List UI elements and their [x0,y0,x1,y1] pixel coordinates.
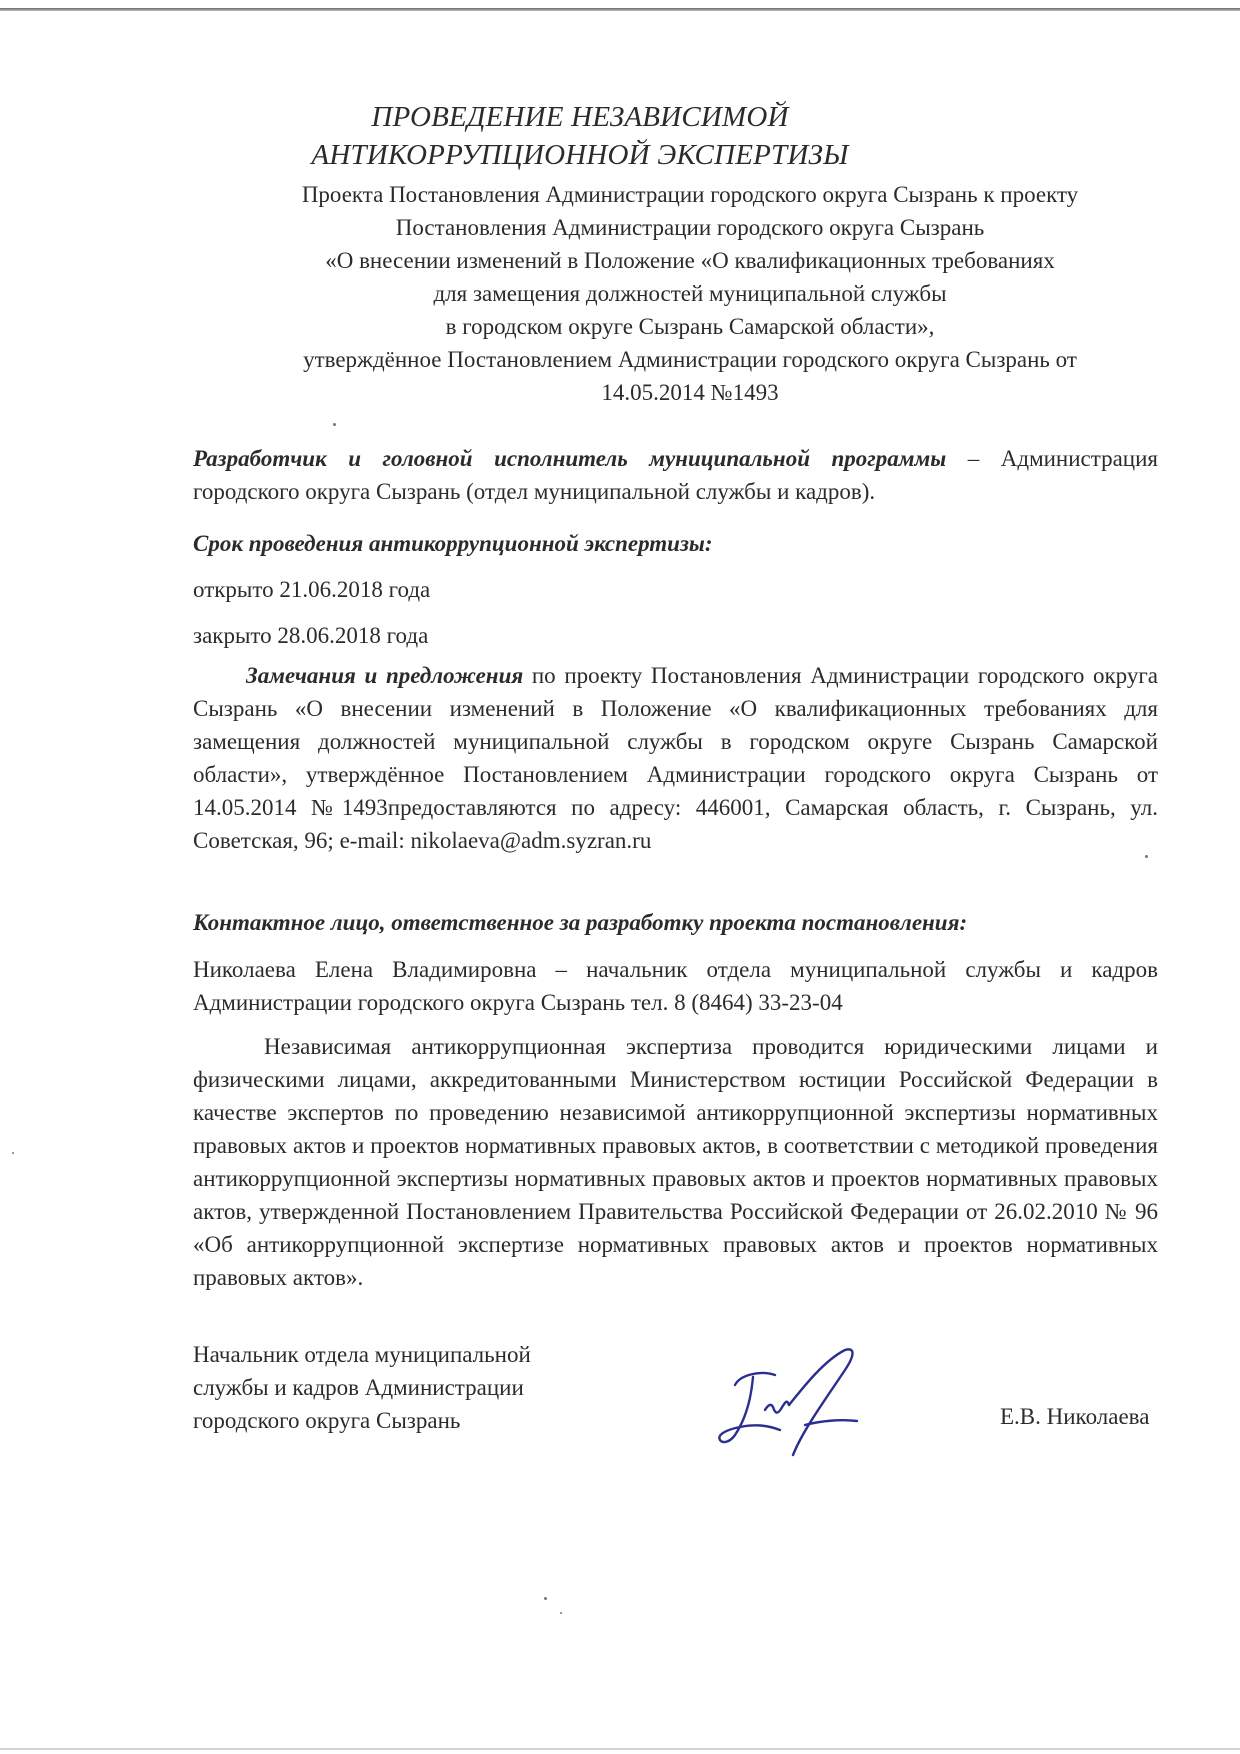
subtitle-line: в городском округе Сызрань Самарской области», [445,314,935,339]
contact-label: Контактное лицо, ответственное за разработку проекта постановления: [193,910,968,935]
position-line: службы и кадров Администрации [193,1375,524,1400]
remarks-paragraph [193,659,1158,857]
developer-paragraph [193,442,1158,508]
developer-text: – Администрация городского округа Сызрань (отдел муниципальной службы и кадров). [193,446,1158,504]
remarks-label: Замечания и предложения [246,663,524,688]
scan-top-edge [0,8,1240,11]
subtitle-line: утверждённое Постановлением Администрации городского округа Сызрань от [303,347,1077,372]
scan-speck [544,1597,547,1600]
handwritten-signature [705,1345,875,1460]
title-line-1: ПРОВЕДЕНИЕ НЕЗАВИСИМОЙ [371,101,789,133]
period-closed: закрыто 28.06.2018 года [193,623,429,648]
subtitle-line: 14.05.2014 №1493 [601,380,779,405]
scan-speck [12,1152,14,1154]
period-label: Срок проведения антикоррупционной экспертизы: [193,531,713,556]
period-section [193,527,1158,652]
title-line-2: АНТИКОРРУПЦИОННОЙ ЭКСПЕРТИЗЫ [311,139,849,171]
expertise-note-paragraph [193,1030,1158,1294]
subtitle-line: Постановления Администрации городского округа Сызрань [395,215,985,240]
signer-position [193,1338,531,1437]
scan-speck [1145,855,1148,858]
subtitle-line: Проекта Постановления Администрации городского округа Сызрань к проекту [301,182,1079,207]
scan-bottom-edge [0,1748,1240,1750]
remarks-text: по проекту Постановления Администрации городского округа Сызрань «О внесении изменений в Положение «О квалификационных требованиях для замещения должностей муниципальной службы в городском округе Сызрань Самарской области», утверждённое Постановлением Администрации городского округа Сызрань от 14.05.2014 №1493предоставляются по адресу: 446001, Самарская область, г. Сызрань, ул. Советская, 96; e-mail: nikolaeva@adm.syzran.ru [193,663,1158,853]
subtitle-line: для замещения должностей муниципальной службы [433,281,947,306]
project-subtitle [240,178,1140,409]
position-line: Начальник отдела муниципальной [193,1342,531,1367]
developer-label: Разработчик и головной исполнитель муниципальной программы [193,446,947,471]
contact-text: Николаева Елена Владимировна – начальник отдела муниципальной службы и кадров Администрации городского округа Сызрань тел. 8 (8464) 33-23-04 [193,957,1158,1015]
expertise-note-text: Независимая антикоррупционная экспертиза проводится юридическими лицами и физическими лицами, аккредитованными Министерством юстиции Российской Федерации в качестве экспертов по проведению независимой антикоррупционной экспертизы нормативных правовых актов и проектов нормативных правовых актов, в соответствии с методикой проведения антикоррупционной экспертизы нормативных правовых актов и проектов нормативных правовых актов, утвержденной Постановлением Правительства Российской Федерации от 26.02.2010 № 96 «Об антикоррупционной экспертизе нормативных правовых актов и проектов нормативных правовых актов». [193,1034,1158,1290]
subtitle-line: «О внесении изменений в Положение «О квалификационных требованиях [325,248,1055,273]
period-opened: открыто 21.06.2018 года [193,577,431,602]
page-title [190,98,970,174]
scan-speck [560,1612,562,1614]
contact-section [193,906,1158,1019]
position-line: городского округа Сызрань [193,1408,461,1433]
scan-speck [333,423,336,426]
signer-name: Е.В. Николаева [1000,1404,1150,1429]
